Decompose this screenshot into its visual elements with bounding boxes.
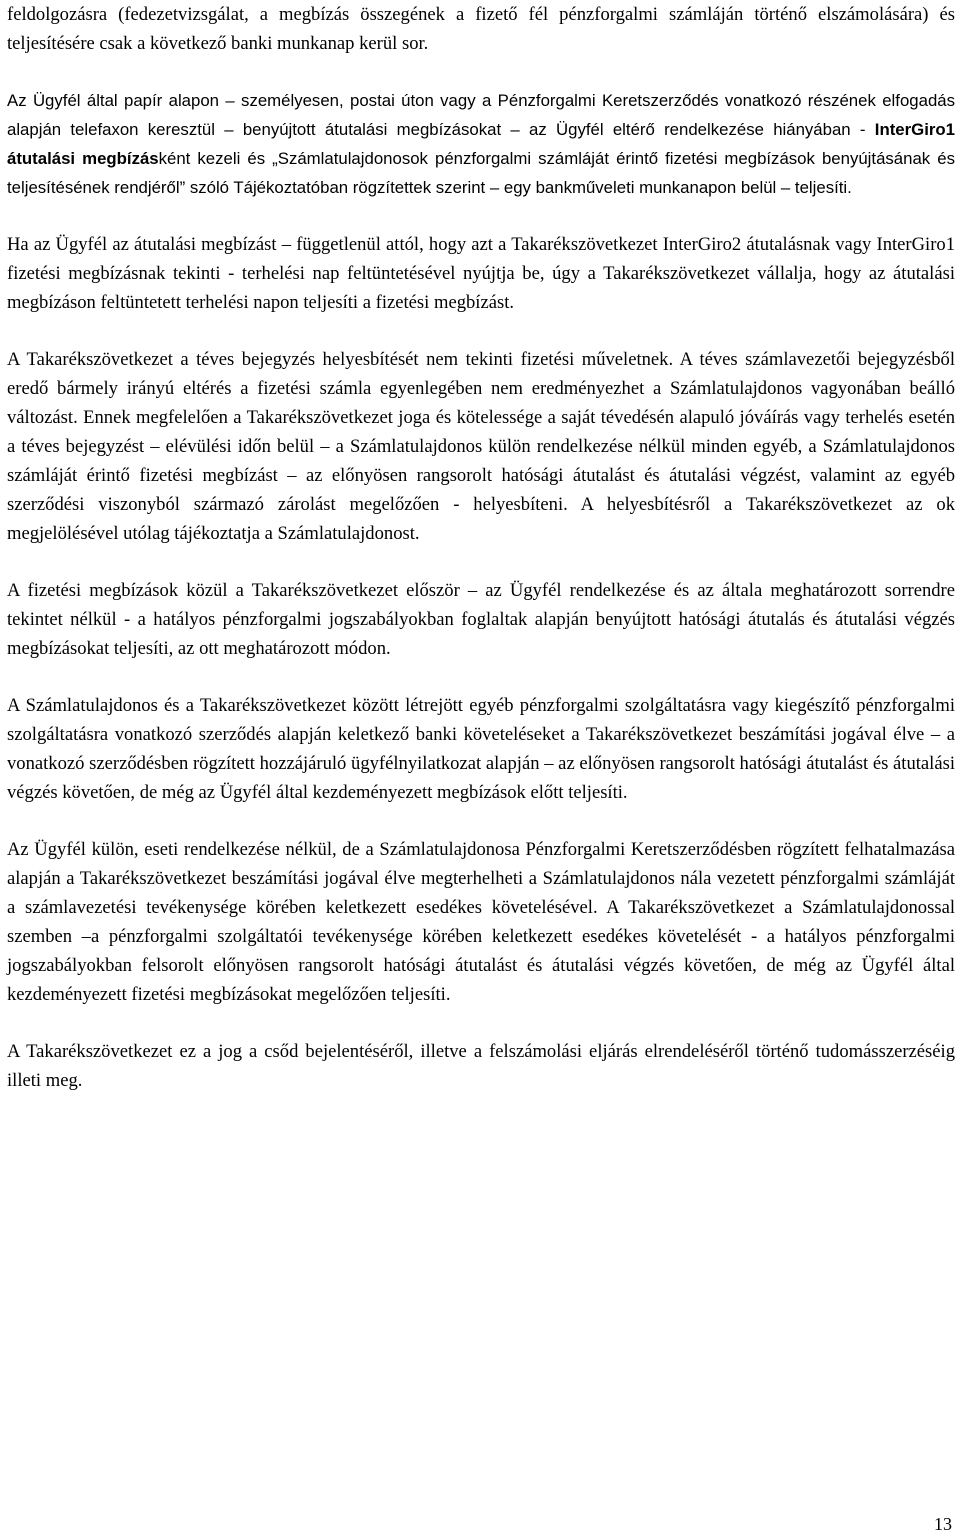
paragraph-bankruptcy-limitation: A Takarékszövetkezet ez a jog a csőd bejelentéséről, illetve a felszámolási eljárás elrendeléséről történő tudomásszerzéséig illeti meg. — [7, 1041, 955, 1091]
page-number: 13 — [934, 1514, 952, 1534]
paragraph-debit-date: Ha az Ügyfél az átutalási megbízást – függetlenül attól, hogy azt a Takarékszövetkezet InterGiro2 átutalásnak vagy InterGiro1 fizetési megbízásnak tekinti - terhelési nap feltüntetésével nyújtja be, úgy a Takarékszövetkezet vállalja, hogy az átutalási megbízáson feltüntetett terhelési napon teljesíti a fizetési megbízást. — [7, 234, 955, 313]
paragraph-erroneous-entry-correction: A Takarékszövetkezet a téves bejegyzés helyesbítését nem tekinti fizetési műveletnek. A téves számlavezetői bejegyzésből eredő bármely irányú eltérés a fizetési számla egyenlegében nem eredményezhet a Számlatulajdonos vagyonában beálló változást. Ennek megfelelően a Takarékszövetkezet joga és kötelessége a saját tévedésén alapuló jóváírás vagy terhelés esetén a téves bejegyzést – elévülési időn belül – a Számlatulajdonos külön rendelkezése nélkül minden egyéb, a Számlatulajdonos számláját érintő fizetési megbízást – az előnyösen rangsorolt hatósági átutalást és átutalási végzést, valamint az egyéb szerződési viszonyból származó zárolást megelőzően - helyesbíteni. A helyesbítésről a Takarékszövetkezet az ok megjelölésével utólag tájékoztatja a Számlatulajdonost. — [7, 349, 955, 544]
paragraph-paper-based-orders — [7, 86, 955, 202]
paragraph-set-off-claims: A Számlatulajdonos és a Takarékszövetkezet között létrejött egyéb pénzforgalmi szolgáltatásra vagy kiegészítő pénzforgalmi szolgáltatásra vonatkozó szerződés alapján keletkező banki követeléseket a Takarékszövetkezet beszámítási jogával élve – a vonatkozó szerződésben rögzített hozzájáruló ügyfélnyilatkozat alapján – az előnyösen rangsorolt hatósági átutalást és átutalási végzés követően, de még az Ügyfél által kezdeményezett megbízások előtt teljesíti. — [7, 695, 955, 803]
document-page — [7, 0, 955, 1095]
paragraph-order-priority: A fizetési megbízások közül a Takarékszövetkezet először – az Ügyfél rendelkezése és az általa meghatározott sorrendre tekintet nélkül - a hatályos pénzforgalmi jogszabályokban foglaltak alapján benyújtott hatósági átutalás és átutalási végzés megbízásokat teljesíti, az ott meghatározott módon. — [7, 580, 955, 659]
intergiro1-emphasis: InterGiro1 átutalási megbízás — [7, 120, 955, 168]
paragraph-paper-based-orders-text: Az Ügyfél által papír alapon – személyesen, postai úton vagy a Pénzforgalmi Keretszerződés vonatkozó részének elfogadás alapján telefaxon keresztül – benyújtott átutalási megbízásokat – az Ügyfél eltérő rendelkezése hiányában - — [7, 91, 955, 139]
paragraph-processing-next-day: feldolgozásra (fedezetvizsgálat, a megbízás összegének a fizető fél pénzforgalmi számláján történő elszámolására) és teljesítésére csak a következő banki munkanap kerül sor. — [7, 4, 955, 54]
paragraph-paper-based-orders-continuation: ként kezeli és „Számlatulajdonosok pénzforgalmi számláját érintő fizetési megbízások benyújtásának és teljesítésének rendjéről” szóló Tájékoztatóban rögzítettek szerint – egy bankműveleti munkanapon belül – teljesíti. — [7, 149, 955, 197]
paragraph-account-debit-authorization: Az Ügyfél külön, eseti rendelkezése nélkül, de a Számlatulajdonosa Pénzforgalmi Keretszerződésben rögzített felhatalmazása alapján a Takarékszövetkezet beszámítási jogával élve megterhelheti a Számlatulajdonos nála vezetett pénzforgalmi számláját a számlavezetési tevékenysége körében keletkezett esedékes követelésével. A Takarékszövetkezet a Számlatulajdonossal szemben –a pénzforgalmi szolgáltatói tevékenysége körében keletkezett esedékes követelését - a hatályos pénzforgalmi jogszabályokban felsorolt előnyösen rangsorolt hatósági átutalást és átutalási végzés követően, de még az Ügyfél által kezdeményezett fizetési megbízásokat megelőzően teljesíti. — [7, 839, 955, 1005]
